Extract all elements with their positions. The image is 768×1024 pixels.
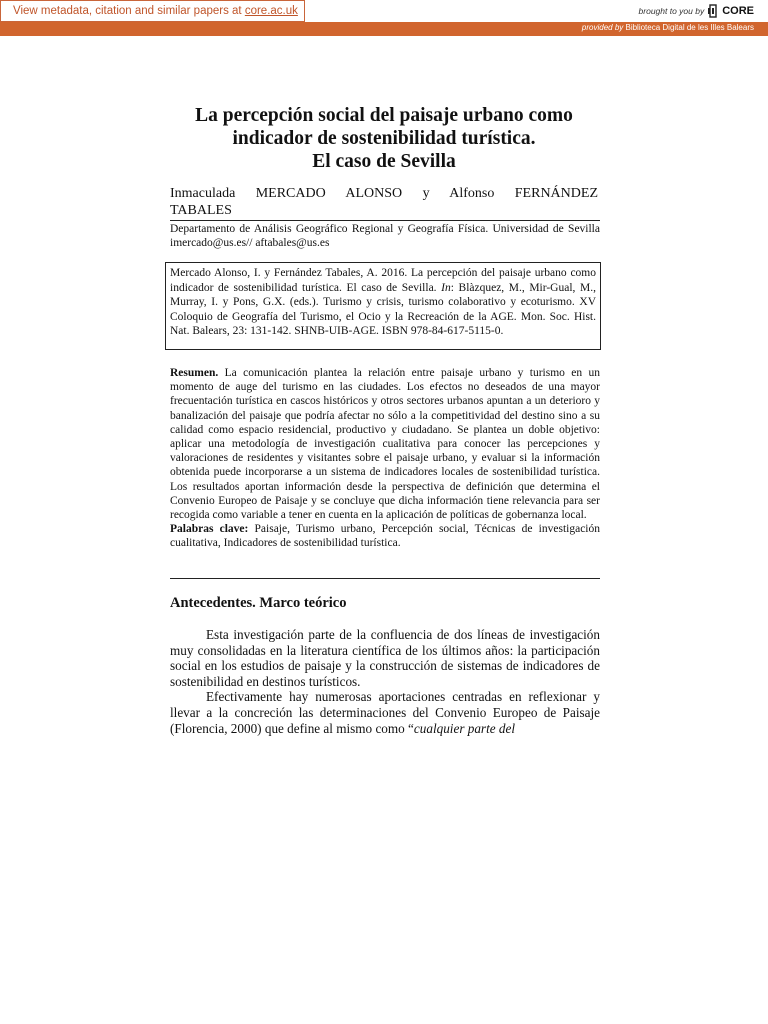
- provided-by-bar: [0, 22, 768, 36]
- title-line-1: La percepción social del paisaje urbano como: [195, 105, 573, 126]
- authors-line-2: TABALES: [170, 203, 232, 218]
- provided-label: provided by: [581, 23, 624, 32]
- section-heading: Antecedentes. Marco teórico: [170, 595, 347, 611]
- body-paragraph-2-text: Efectivamente hay numerosas aportaciones centradas en reflexionar y llevar a la concreción las determinaciones del Convenio Europeo de Paisaje (Florencia, 2000) que define al mismo como “: [170, 689, 600, 736]
- provided-by-text[interactable]: [582, 23, 754, 32]
- citation-text-2: : Blàzquez, M., Mir-Gual, M., Murray, I. y Pons, G.X. (eds.). Turismo y crisis, turismo colaborativo y ecoturismo. XV Coloquio de Geografía del Turismo, el Ocio y la Recreación de la AGE. Mon. Soc. Hist. Nat. Balears, 23: 131-142. SHNB-UIB-AGE. ISBN 978-84-617-5115-0.: [170, 281, 596, 337]
- affiliation-top-rule: [170, 220, 600, 221]
- authors: [170, 185, 598, 219]
- provided-source: Biblioteca Digital de les Illes Balears: [623, 23, 754, 32]
- citation-box: [165, 262, 601, 350]
- keywords-label: Palabras clave:: [170, 523, 249, 536]
- authors-line-1: Inmaculada MERCADO ALONSO y Alfonso FERNÁNDEZ: [170, 186, 598, 201]
- title-line-2: indicador de sostenibilidad turística.: [232, 128, 536, 149]
- core-logo-icon: [707, 4, 719, 18]
- abstract-paragraph: [170, 366, 600, 522]
- body-text: [170, 627, 600, 736]
- body-paragraph-2: [170, 689, 600, 736]
- citation-text-1: Mercado Alonso, I. y Fernández Tabales, A. 2016. La percepción del paisaje urbano como indicador de sostenibilidad turística. El caso de Sevilla.: [170, 267, 596, 294]
- core-name: CORE: [722, 5, 754, 17]
- core-metadata-link[interactable]: [0, 0, 305, 22]
- abstract-bottom-rule: [170, 578, 600, 579]
- core-banner: [0, 0, 768, 22]
- body-paragraph-2-italic: cualquier parte del: [413, 720, 515, 736]
- core-link-site[interactable]: core.ac.uk: [244, 5, 298, 17]
- abstract-label: Resumen.: [170, 367, 219, 379]
- citation-in: In: [441, 281, 451, 294]
- brought-to-you-text: brought to you by: [638, 6, 705, 16]
- abstract-text: La comunicación plantea la relación entre paisaje urbano y turismo en un momento de auge del turismo en las ciudades. Los efectos no deseados de una mayor frecuentación turística en cascos históricos y otros sectores urbanos apuntan a un deterioro y banalización del paisaje que podría afectar no sólo a la competitividad del destino sino a su calidad como espacio residencial, productivo y ciudadano. Se plantea un doble objetivo: aplicar una metodología de investigación cualitativa para conocer las percepciones y valoraciones de residentes y visitantes sobre el paisaje urbano, y evaluar si la información obtenida puede incorporarse a un sistema de indicadores locales de sostenibilidad turística. Los resultados aportan información desde la perspectiva de definición que determina el Convenio Europeo de Paisaje y se concluye que dicha información tiene relevancia para ser recogida como variable a tener en cuenta en la aplicación de políticas de gobernanza local.: [170, 367, 600, 522]
- title-line-3: El caso de Sevilla: [312, 151, 456, 172]
- keywords: [170, 522, 600, 550]
- affiliation: Departamento de Análisis Geográfico Regional y Geografía Física. Universidad de Sevilla imercado@us.es// aftabales@us.es: [170, 223, 600, 249]
- core-brand[interactable]: [639, 3, 754, 19]
- keywords-text: Paisaje, Turismo urbano, Percepción social, Técnicas de investigación cualitativa, Indicadores de sostenibilidad turística.: [170, 523, 600, 550]
- body-paragraph-1: Esta investigación parte de la confluencia de dos líneas de investigación muy consolidadas en la literatura científica de los últimos años: la participación social en los estudios de paisaje y la construcción de sistemas de indicadores de sostenibilidad en destinos turísticos.: [170, 627, 600, 689]
- abstract: [170, 366, 600, 551]
- paper-title: [170, 104, 598, 173]
- core-link-prefix: View metadata, citation and similar papers at: [13, 5, 245, 17]
